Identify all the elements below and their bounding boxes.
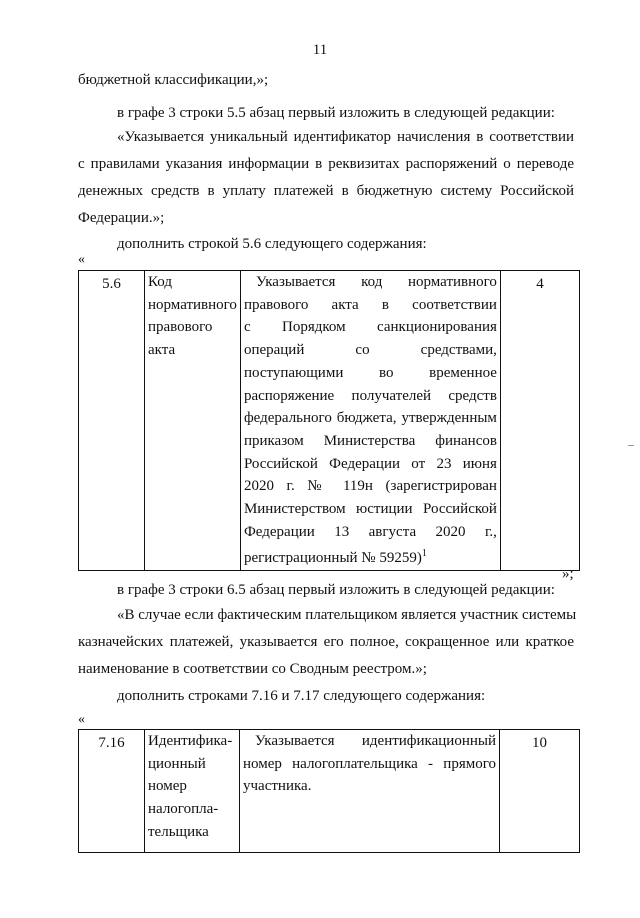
cell-description [240,730,500,853]
paragraph-3-line-4: Федерации.»; [78,210,165,226]
paragraph-7: дополнить строками 7.16 и 7.17 следующего содержания: [117,688,486,704]
cell-number: 7.16 [79,730,145,853]
name-line: ционный [148,755,206,772]
desc-line: поступающими во временное [243,364,497,381]
desc-line: распоряжение получателей средств [243,387,497,404]
name-line: Идентифика- [148,733,233,749]
name-line: акта [148,342,176,359]
footnote-mark: 1 [421,548,427,560]
cell-description [240,271,500,571]
desc-line-last [244,543,497,570]
desc-line: правового акта в соответствии [243,296,497,313]
desc-line: Указывается код нормативного [255,274,497,290]
name-line: Код [148,274,172,290]
scan-margin-mark [628,445,634,446]
table-row-7-16 [78,729,580,853]
desc-line: 2020 г. № 119н (зарегистрирован [243,478,497,495]
cell-column-4: 4 [500,271,579,571]
paragraph-6-line-3: наименование в соответствии со Сводным реестром.»; [78,661,427,677]
paragraph-5: в графе 3 строки 6.5 абзац первый изложить в следующей редакции: [117,582,555,598]
name-line: нормативного [148,296,237,313]
open-quote-2: « [78,712,85,727]
desc-line: Указывается идентификационный [255,733,496,749]
cell-number: 5.6 [79,271,145,571]
desc-line: приказом Министерства финансов [243,432,497,449]
name-line: налогопла- [148,801,219,818]
desc-line: Федерации 13 августа 2020 г., [243,523,497,540]
desc-line: операций со средствами, [243,342,497,359]
desc-line: с Порядком санкционирования [243,319,497,336]
name-line: тельщика [148,823,209,840]
paragraph-2: в графе 3 строки 5.5 абзац первый изложить в следующей редакции: [117,105,555,121]
paragraph-3-line-1: «Указывается уникальный идентификатор начисления в соответствии [117,129,574,145]
page-number: 11 [312,42,328,58]
paragraph-6-line-2: казначейских платежей, указывается его полное, сокращенное или краткое [78,634,574,650]
paragraph-3-line-2: с правилами указания информации в реквизитах распоряжений о переводе [78,156,574,172]
paragraph-6-line-1: «В случае если фактическим плательщиком является участник системы [117,607,577,623]
paragraph-4: дополнить строкой 5.6 следующего содержания: [117,236,427,252]
desc-line-text: регистрационный № 59259) [243,550,422,567]
open-quote-1: « [78,252,85,267]
desc-line: номер налогоплательщика - прямого [243,755,496,772]
desc-line: Министерством юстиции Российской [243,501,497,518]
cell-name [145,730,240,853]
name-line: правового [148,319,213,336]
paragraph-3-line-3: денежных средств в уплату платежей в бюджетную систему Российской [78,183,574,199]
name-line: номер [148,778,187,795]
paragraph-1: бюджетной классификации,»; [78,72,269,88]
close-quote-1: »; [562,566,574,582]
table-row-5-6 [78,270,580,571]
desc-line: участника. [243,778,312,795]
desc-line: Российской Федерации от 23 июня [243,455,497,472]
cell-name [145,271,241,571]
desc-line: федерального бюджета, утвержденным [243,410,497,427]
cell-column-4: 10 [500,730,580,853]
